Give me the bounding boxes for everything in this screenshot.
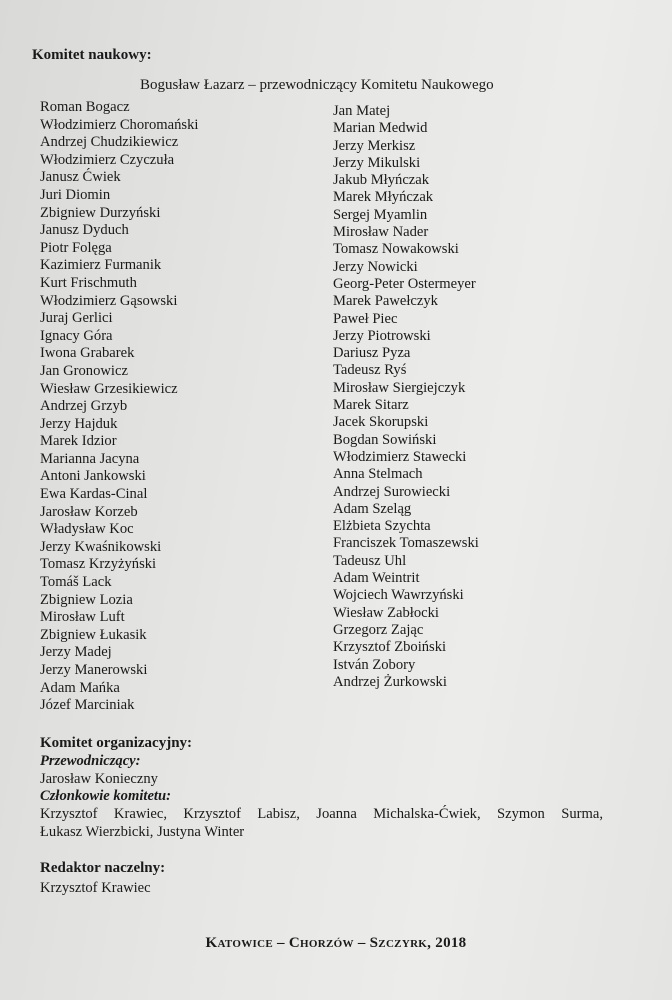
organizing-members-line-1: Krzysztof Krawiec, Krzysztof Labisz, Joanna Michalska-Ćwiek, Szymon Surma, <box>40 806 603 822</box>
members-column-left <box>40 99 198 715</box>
member-name: Andrzej Grzyb <box>40 398 128 415</box>
member-name: Kurt Frischmuth <box>40 274 137 291</box>
member-name: Wiesław Zabłocki <box>333 604 439 621</box>
member-name: Włodzimierz Gąsowski <box>40 292 178 309</box>
organizing-chair-name: Jarosław Konieczny <box>40 771 158 787</box>
organizing-members-line-2: Łukasz Wierzbicki, Justyna Winter <box>40 824 245 840</box>
member-name: Marek Młyńczak <box>333 189 434 206</box>
member-name: Włodzimierz Choromański <box>40 116 199 133</box>
organizing-members-text <box>40 805 603 841</box>
member-name: Dariusz Pyza <box>333 345 411 362</box>
member-name: Andrzej Żurkowski <box>333 673 447 690</box>
footer-place-year: Katowice – Chorzów – Szczyrk, 2018 <box>205 935 467 951</box>
member-name: Jakub Młyńczak <box>333 172 430 189</box>
member-name: Antoni Jankowski <box>40 468 146 485</box>
scientific-committee-chair: Bogusław Łazarz – przewodniczący Komitetu Naukowego <box>140 77 494 93</box>
members-column-right <box>333 103 479 691</box>
member-name: Jerzy Mikulski <box>333 154 421 171</box>
member-name: Iwona Grabarek <box>40 345 135 362</box>
member-name: Adam Mańka <box>40 679 120 696</box>
member-name: Ignacy Góra <box>40 327 113 344</box>
member-name: Grzegorz Zając <box>333 621 424 638</box>
member-name: Marianna Jacyna <box>40 450 140 467</box>
organizing-chair-label: Przewodniczący: <box>40 753 141 769</box>
member-name: Włodzimierz Stawecki <box>333 448 467 465</box>
member-name: Józef Marciniak <box>40 697 135 714</box>
member-name: Zbigniew Lozia <box>40 591 133 608</box>
member-name: Sergej Myamlin <box>333 206 428 223</box>
member-name: Marek Idzior <box>40 433 117 450</box>
member-name: Piotr Folęga <box>40 239 112 256</box>
member-name: István Zobory <box>333 656 416 673</box>
member-name: Jerzy Manerowski <box>40 662 148 678</box>
member-name: Jerzy Madej <box>40 644 112 661</box>
member-name: Jerzy Nowicki <box>333 258 418 275</box>
member-name: Marek Pawełczyk <box>333 293 438 310</box>
member-name: Tomáš Lack <box>40 574 112 591</box>
member-name: Tomasz Nowakowski <box>333 241 459 258</box>
member-name: Kazimierz Furmanik <box>40 257 162 274</box>
member-name: Tomasz Krzyżyński <box>40 556 157 573</box>
member-name: Jerzy Merkisz <box>333 137 416 154</box>
member-name: Ewa Kardas-Cinal <box>40 486 148 503</box>
member-name: Elżbieta Szychta <box>333 518 431 535</box>
member-name: Mirosław Nader <box>333 224 429 241</box>
member-name: Bogdan Sowiński <box>333 431 437 448</box>
member-name: Marian Medwid <box>333 120 428 137</box>
member-name: Mirosław Siergiejczyk <box>333 379 466 396</box>
member-name: Franciszek Tomaszewski <box>333 535 479 552</box>
member-name: Jarosław Korzeb <box>40 503 138 520</box>
member-name: Tadeusz Ryś <box>333 362 407 379</box>
member-name: Juri Diomin <box>40 186 111 203</box>
member-name: Jerzy Kwaśnikowski <box>40 538 162 555</box>
member-name: Janusz Ćwiek <box>40 169 121 186</box>
member-name: Andrzej Surowiecki <box>333 483 451 500</box>
editor-heading: Redaktor naczelny: <box>40 860 166 876</box>
member-name: Juraj Gerlici <box>40 310 113 327</box>
member-name: Mirosław Luft <box>40 609 125 626</box>
member-name: Jerzy Piotrowski <box>333 327 431 344</box>
member-name: Tadeusz Uhl <box>333 552 407 569</box>
member-name: Wiesław Grzesikiewicz <box>40 380 178 397</box>
member-name: Zbigniew Durzyński <box>40 204 161 221</box>
scientific-committee-heading: Komitet naukowy: <box>32 47 152 63</box>
organizing-members-label: Członkowie komitetu: <box>40 788 171 804</box>
member-name: Paweł Piec <box>333 310 398 327</box>
member-name: Wojciech Wawrzyński <box>333 587 464 604</box>
member-name: Roman Bogacz <box>40 99 130 115</box>
member-name: Georg-Peter Ostermeyer <box>333 275 476 292</box>
editor-name: Krzysztof Krawiec <box>40 880 151 896</box>
member-name: Jan Matej <box>333 103 391 119</box>
member-name: Władysław Koc <box>40 521 134 538</box>
member-name: Jerzy Hajduk <box>40 415 118 432</box>
member-name: Jacek Skorupski <box>333 414 429 431</box>
member-name: Anna Stelmach <box>333 466 423 483</box>
member-name: Krzysztof Zboiński <box>333 639 447 656</box>
member-name: Włodzimierz Czyczuła <box>40 151 175 168</box>
member-name: Adam Szeląg <box>333 500 412 517</box>
organizing-committee-heading: Komitet organizacyjny: <box>40 735 193 751</box>
member-name: Andrzej Chudzikiewicz <box>40 134 179 151</box>
member-name: Jan Gronowicz <box>40 362 128 379</box>
member-name: Marek Sitarz <box>333 397 409 414</box>
member-name: Adam Weintrit <box>333 570 420 587</box>
member-name: Janusz Dyduch <box>40 222 129 239</box>
member-name: Zbigniew Łukasik <box>40 626 147 643</box>
